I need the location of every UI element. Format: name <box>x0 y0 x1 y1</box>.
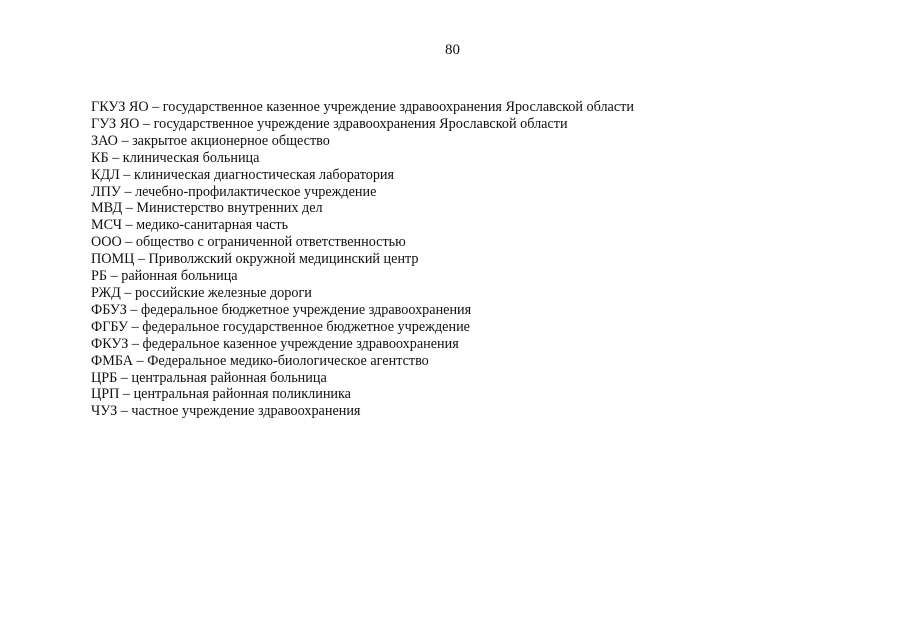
abbreviation-list <box>91 99 634 420</box>
abbreviation-item: ЧУЗ – частное учреждение здравоохранения <box>91 403 361 420</box>
abbreviation-item: ФБУЗ – федеральное бюджетное учреждение здравоохранения <box>91 301 472 318</box>
abbreviation-item: ФГБУ – федеральное государственное бюджетное учреждение <box>91 318 470 335</box>
abbreviation-item: ООО – общество с ограниченной ответственностью <box>91 234 406 251</box>
abbreviation-item: КБ – клиническая больница <box>91 149 260 166</box>
abbreviation-item: ПОМЦ – Приволжский окружной медицинский центр <box>91 251 419 268</box>
abbreviation-item: МСЧ – медико-санитарная часть <box>91 217 289 234</box>
abbreviation-item: КДЛ – клиническая диагностическая лаборатория <box>91 166 395 183</box>
abbreviation-item: ГКУЗ ЯО – государственное казенное учреждение здравоохранения Ярославской области <box>91 99 634 115</box>
abbreviation-item: ФКУЗ – федеральное казенное учреждение здравоохранения <box>91 335 459 352</box>
page-number: 80 <box>445 42 460 58</box>
abbreviation-item: ЗАО – закрытое акционерное общество <box>91 132 330 149</box>
abbreviation-item: ЦРП – центральная районная поликлиника <box>91 386 351 403</box>
abbreviation-item: РЖД – российские железные дороги <box>91 284 312 301</box>
abbreviation-item: ЛПУ – лечебно-профилактическое учреждение <box>91 183 377 200</box>
abbreviation-item: ЦРБ – центральная районная больница <box>91 369 327 386</box>
abbreviation-item: ГУЗ ЯО – государственное учреждение здравоохранения Ярославской области <box>91 115 568 132</box>
abbreviation-item: МВД – Министерство внутренних дел <box>91 200 323 217</box>
abbreviation-item: РБ – районная больница <box>91 268 238 285</box>
abbreviation-item: ФМБА – Федеральное медико-биологическое агентство <box>91 352 429 369</box>
